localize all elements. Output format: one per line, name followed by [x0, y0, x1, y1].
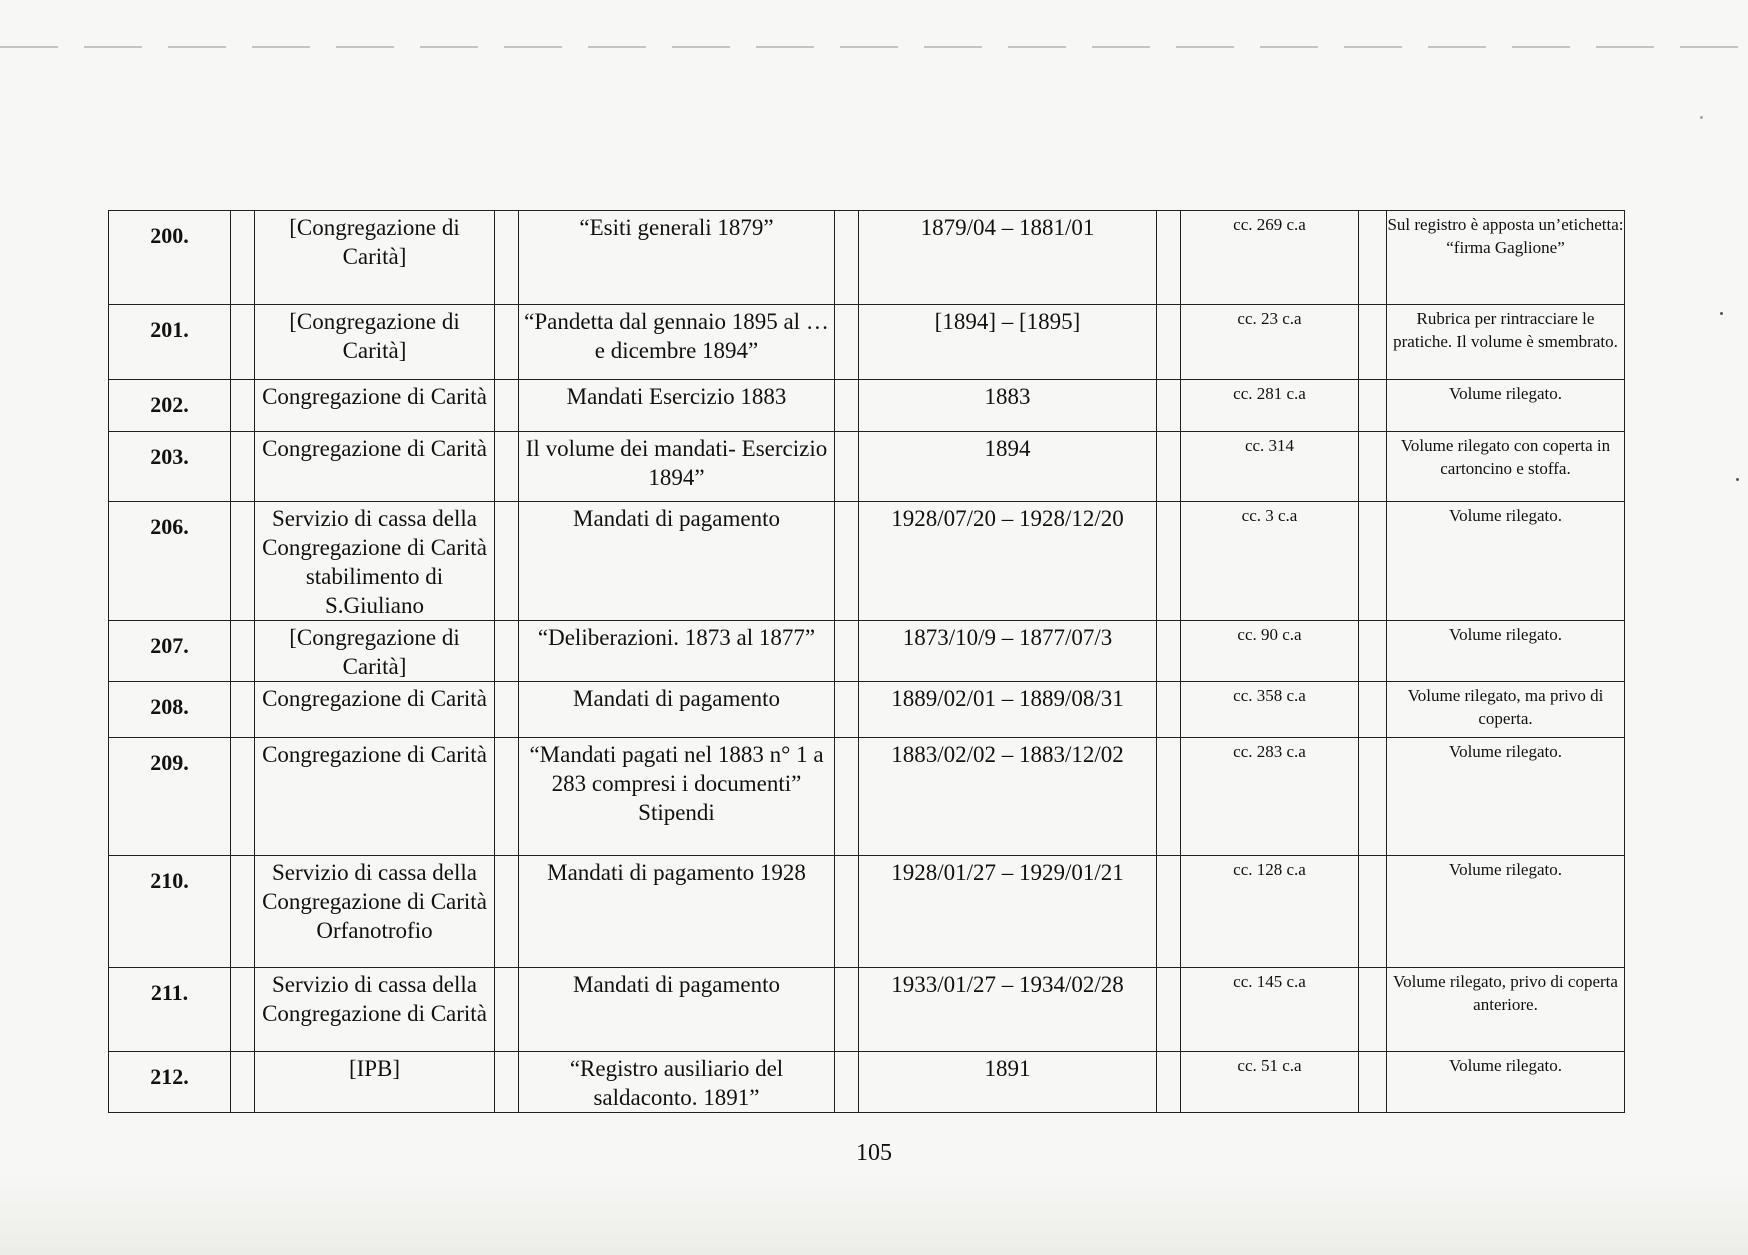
column-gap [495, 621, 519, 682]
title-cell: Mandati di pagamento 1928 [519, 856, 835, 968]
column-gap [495, 380, 519, 432]
notes-cell: Volume rilegato. [1387, 380, 1625, 432]
extent-cell: cc. 283 c.a [1181, 738, 1359, 856]
column-gap [835, 380, 859, 432]
notes-cell: Volume rilegato con coperta in cartoncino e stoffa. [1387, 432, 1625, 502]
row-number: 212. [109, 1052, 231, 1113]
column-gap [495, 856, 519, 968]
dates-cell: 1883 [859, 380, 1157, 432]
column-gap [1359, 305, 1387, 380]
table-row [109, 432, 1625, 502]
notes-cell: Volume rilegato. [1387, 502, 1625, 621]
table-row [109, 305, 1625, 380]
column-gap [835, 1052, 859, 1113]
row-number: 210. [109, 856, 231, 968]
extent-cell: cc. 51 c.a [1181, 1052, 1359, 1113]
column-gap [1157, 211, 1181, 305]
notes-cell: Volume rilegato, privo di coperta anteriore. [1387, 968, 1625, 1052]
title-cell: Mandati di pagamento [519, 682, 835, 738]
column-gap [1157, 968, 1181, 1052]
dates-cell: 1873/10/9 – 1877/07/3 [859, 621, 1157, 682]
column-gap [1157, 621, 1181, 682]
row-number: 206. [109, 502, 231, 621]
column-gap [231, 621, 255, 682]
notes-cell: Rubrica per rintracciare le pratiche. Il volume è smembrato. [1387, 305, 1625, 380]
creator-cell: Congregazione di Carità [255, 380, 495, 432]
table-row [109, 738, 1625, 856]
column-gap [495, 305, 519, 380]
creator-cell: Servizio di cassa della Congregazione di Carità Orfanotrofio [255, 856, 495, 968]
notes-cell: Sul registro è apposta un’etichetta: “firma Gaglione” [1387, 211, 1625, 305]
extent-cell: cc. 90 c.a [1181, 621, 1359, 682]
column-gap [231, 380, 255, 432]
dates-cell: 1883/02/02 – 1883/12/02 [859, 738, 1157, 856]
dates-cell: 1889/02/01 – 1889/08/31 [859, 682, 1157, 738]
column-gap [1359, 211, 1387, 305]
creator-cell: Congregazione di Carità [255, 682, 495, 738]
column-gap [1157, 856, 1181, 968]
title-cell: Il volume dei mandati- Esercizio 1894” [519, 432, 835, 502]
column-gap [835, 211, 859, 305]
creator-cell: Congregazione di Carità [255, 432, 495, 502]
notes-cell: Volume rilegato. [1387, 621, 1625, 682]
scan-speck [1736, 478, 1739, 481]
column-gap [231, 502, 255, 621]
column-gap [1359, 502, 1387, 621]
notes-cell: Volume rilegato. [1387, 856, 1625, 968]
column-gap [495, 1052, 519, 1113]
extent-cell: cc. 358 c.a [1181, 682, 1359, 738]
row-number: 209. [109, 738, 231, 856]
table-row [109, 1052, 1625, 1113]
top-dashed-line [0, 46, 1748, 48]
column-gap [835, 305, 859, 380]
creator-cell: Congregazione di Carità [255, 738, 495, 856]
row-number: 200. [109, 211, 231, 305]
title-cell: Mandati di pagamento [519, 968, 835, 1052]
column-gap [495, 682, 519, 738]
column-gap [495, 502, 519, 621]
row-number: 203. [109, 432, 231, 502]
title-cell: “Mandati pagati nel 1883 n° 1 a 283 compresi i documenti” Stipendi [519, 738, 835, 856]
table-row [109, 502, 1625, 621]
creator-cell: [Congregazione di Carità] [255, 621, 495, 682]
creator-cell: [Congregazione di Carità] [255, 211, 495, 305]
column-gap [231, 432, 255, 502]
title-cell: “Deliberazioni. 1873 al 1877” [519, 621, 835, 682]
extent-cell: cc. 23 c.a [1181, 305, 1359, 380]
table-row [109, 211, 1625, 305]
column-gap [835, 502, 859, 621]
extent-cell: cc. 3 c.a [1181, 502, 1359, 621]
table-row [109, 621, 1625, 682]
column-gap [1157, 738, 1181, 856]
dates-cell: 1928/07/20 – 1928/12/20 [859, 502, 1157, 621]
table-row [109, 380, 1625, 432]
column-gap [495, 738, 519, 856]
dates-cell: 1933/01/27 – 1934/02/28 [859, 968, 1157, 1052]
column-gap [231, 682, 255, 738]
scan-shadow [0, 1175, 1748, 1255]
column-gap [495, 432, 519, 502]
column-gap [1157, 682, 1181, 738]
extent-cell: cc. 145 c.a [1181, 968, 1359, 1052]
row-number: 208. [109, 682, 231, 738]
column-gap [231, 856, 255, 968]
column-gap [1157, 502, 1181, 621]
extent-cell: cc. 314 [1181, 432, 1359, 502]
row-number: 211. [109, 968, 231, 1052]
column-gap [231, 211, 255, 305]
dates-cell: [1894] – [1895] [859, 305, 1157, 380]
extent-cell: cc. 269 c.a [1181, 211, 1359, 305]
notes-cell: Volume rilegato, ma privo di coperta. [1387, 682, 1625, 738]
title-cell: “Esiti generali 1879” [519, 211, 835, 305]
column-gap [231, 305, 255, 380]
title-cell: Mandati Esercizio 1883 [519, 380, 835, 432]
creator-cell: Servizio di cassa della Congregazione di Carità stabilimento di S.Giuliano [255, 502, 495, 621]
column-gap [231, 968, 255, 1052]
column-gap [495, 968, 519, 1052]
column-gap [1359, 432, 1387, 502]
row-number: 207. [109, 621, 231, 682]
creator-cell: [Congregazione di Carità] [255, 305, 495, 380]
column-gap [1157, 1052, 1181, 1113]
extent-cell: cc. 128 c.a [1181, 856, 1359, 968]
column-gap [231, 1052, 255, 1113]
title-cell: “Pandetta dal gennaio 1895 al … e dicembre 1894” [519, 305, 835, 380]
column-gap [1157, 305, 1181, 380]
dates-cell: 1928/01/27 – 1929/01/21 [859, 856, 1157, 968]
notes-cell: Volume rilegato. [1387, 738, 1625, 856]
row-number: 201. [109, 305, 231, 380]
table-row [109, 968, 1625, 1052]
row-number: 202. [109, 380, 231, 432]
column-gap [835, 968, 859, 1052]
column-gap [1359, 738, 1387, 856]
column-gap [1359, 380, 1387, 432]
column-gap [835, 738, 859, 856]
creator-cell: [IPB] [255, 1052, 495, 1113]
column-gap [1359, 682, 1387, 738]
extent-cell: cc. 281 c.a [1181, 380, 1359, 432]
column-gap [1359, 621, 1387, 682]
table-row [109, 682, 1625, 738]
column-gap [495, 211, 519, 305]
table-row [109, 856, 1625, 968]
column-gap [835, 621, 859, 682]
column-gap [1157, 380, 1181, 432]
column-gap [835, 432, 859, 502]
title-cell: Mandati di pagamento [519, 502, 835, 621]
column-gap [1157, 432, 1181, 502]
column-gap [835, 682, 859, 738]
column-gap [1359, 968, 1387, 1052]
column-gap [1359, 856, 1387, 968]
page-number: 105 [856, 1140, 892, 1166]
dates-cell: 1891 [859, 1052, 1157, 1113]
column-gap [835, 856, 859, 968]
column-gap [1359, 1052, 1387, 1113]
dates-cell: 1879/04 – 1881/01 [859, 211, 1157, 305]
notes-cell: Volume rilegato. [1387, 1052, 1625, 1113]
inventory-table [108, 210, 1625, 1113]
title-cell: “Registro ausiliario del saldaconto. 1891” [519, 1052, 835, 1113]
column-gap [231, 738, 255, 856]
creator-cell: Servizio di cassa della Congregazione di Carità [255, 968, 495, 1052]
scan-speck [1700, 116, 1703, 119]
scan-speck [1720, 312, 1723, 315]
dates-cell: 1894 [859, 432, 1157, 502]
